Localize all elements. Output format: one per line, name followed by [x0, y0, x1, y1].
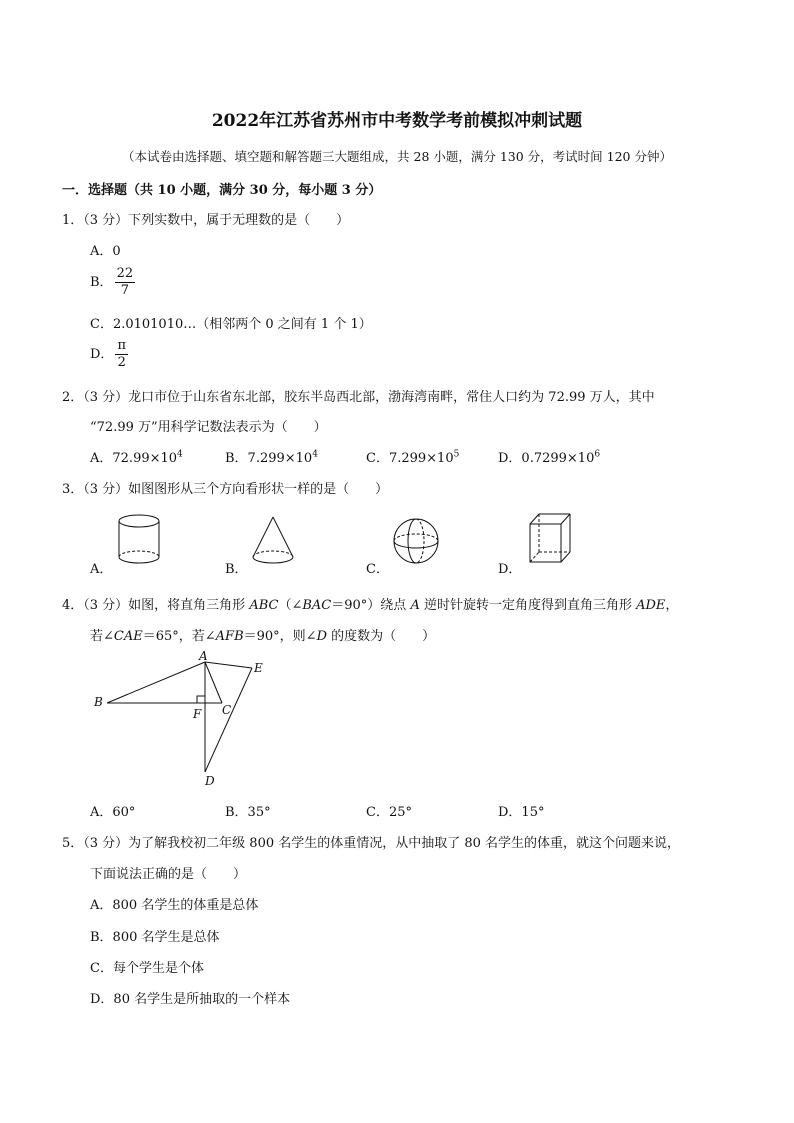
- segment-ab: [107, 662, 205, 703]
- text: 若∠: [90, 629, 114, 644]
- segment-de: [205, 668, 252, 772]
- segment-ac: [205, 662, 222, 703]
- point-label-a: A: [199, 649, 208, 663]
- option-label: B．: [90, 275, 113, 290]
- question-5-stem-line2: 下面说法正确的是（ ）: [90, 867, 247, 882]
- question-3-option-c: C．: [366, 562, 389, 577]
- numerator: 22: [116, 266, 134, 281]
- text: 逆时针旋转一定角度得到直角三角形: [419, 598, 637, 613]
- question-5-stem-line1: 5．（3 分）为了解我校初二年级 800 名学生的体重情况，从中抽取了 80 名学生的体重，就这个问题来说，: [62, 836, 681, 851]
- text: ＝90°）绕点: [331, 598, 411, 613]
- option-text: B．7.299×10: [225, 451, 313, 466]
- right-angle-mark: [197, 696, 205, 703]
- question-1-option-a: A．0: [90, 244, 121, 259]
- question-3-option-b: B．: [225, 562, 248, 577]
- question-2-stem-line1: 2．（3 分）龙口市位于山东省东北部，胶东半岛西北部，渤海湾南畔，常住人口约为 72.99 万人，其中: [62, 390, 655, 405]
- segment-ae: [205, 662, 252, 668]
- question-5-option-a: A．800 名学生的体重是总体: [90, 898, 259, 913]
- exponent: 6: [594, 449, 601, 460]
- math-var: AFB: [215, 629, 244, 644]
- question-1-option-c: C．2.0101010…（相邻两个 0 之间有 1 个 1）: [90, 317, 372, 332]
- exponent: 4: [177, 449, 183, 460]
- numerator: π: [117, 338, 126, 353]
- option-text: A．72.99×10: [90, 451, 178, 466]
- question-5-option-d: D．80 名学生是所抽取的一个样本: [90, 992, 291, 1007]
- point-label-d: D: [205, 774, 215, 788]
- math-var: ABC: [249, 598, 279, 613]
- option-text: D．0.7299×10: [498, 451, 595, 466]
- question-1-stem: 1．（3 分）下列实数中，属于无理数的是（ ）: [62, 213, 350, 228]
- option-text: C．7.299×10: [366, 451, 454, 466]
- question-3-stem: 3．（3 分）如图图形从三个方向看形状一样的是（ ）: [62, 482, 389, 497]
- question-5-option-c: C．每个学生是个体: [90, 961, 204, 976]
- question-4-option-a: A．60°: [90, 805, 136, 820]
- text: ＝65°，若∠: [142, 629, 216, 644]
- question-4-option-d: D．15°: [498, 805, 545, 820]
- text: （∠: [278, 598, 303, 613]
- denominator: 7: [120, 283, 129, 298]
- exam-instructions: （本试卷由选择题、填空题和解答题三大题组成，共 28 小题，满分 130 分，考试时间 120 分钟）: [122, 149, 672, 164]
- text: 的度数为（ ）: [327, 629, 436, 644]
- page-title: 2022年江苏省苏州市中考数学考前模拟冲刺试题: [211, 111, 583, 131]
- text: ＝90°，则∠: [243, 629, 317, 644]
- option-label: D．: [90, 347, 114, 362]
- point-label-f: F: [193, 707, 202, 721]
- exponent: 4: [312, 449, 318, 460]
- exponent: 5: [453, 449, 460, 460]
- question-4-option-c: C．25°: [366, 805, 412, 820]
- math-var: D: [316, 629, 328, 644]
- point-label-b: B: [94, 695, 103, 709]
- question-5-option-b: B．800 名学生是总体: [90, 930, 220, 945]
- question-3-option-a: A．: [90, 562, 113, 577]
- text: 4．（3 分）如图，将直角三角形: [62, 598, 250, 613]
- math-var: ADE: [636, 598, 666, 613]
- question-2-stem-line2: “72.99 万”用科学记数法表示为（ ）: [90, 420, 327, 435]
- math-var: A: [410, 598, 420, 613]
- point-label-e: E: [254, 661, 263, 675]
- question-3-option-d: D．: [498, 562, 522, 577]
- question-4-option-b: B．35°: [225, 805, 271, 820]
- text: ，: [665, 598, 679, 613]
- denominator: 2: [117, 355, 126, 370]
- section-heading: 一．选择题（共 10 小题，满分 30 分，每小题 3 分）: [62, 183, 382, 198]
- math-var: BAC: [302, 598, 332, 613]
- point-label-c: C: [222, 703, 232, 717]
- math-var: CAE: [113, 629, 143, 644]
